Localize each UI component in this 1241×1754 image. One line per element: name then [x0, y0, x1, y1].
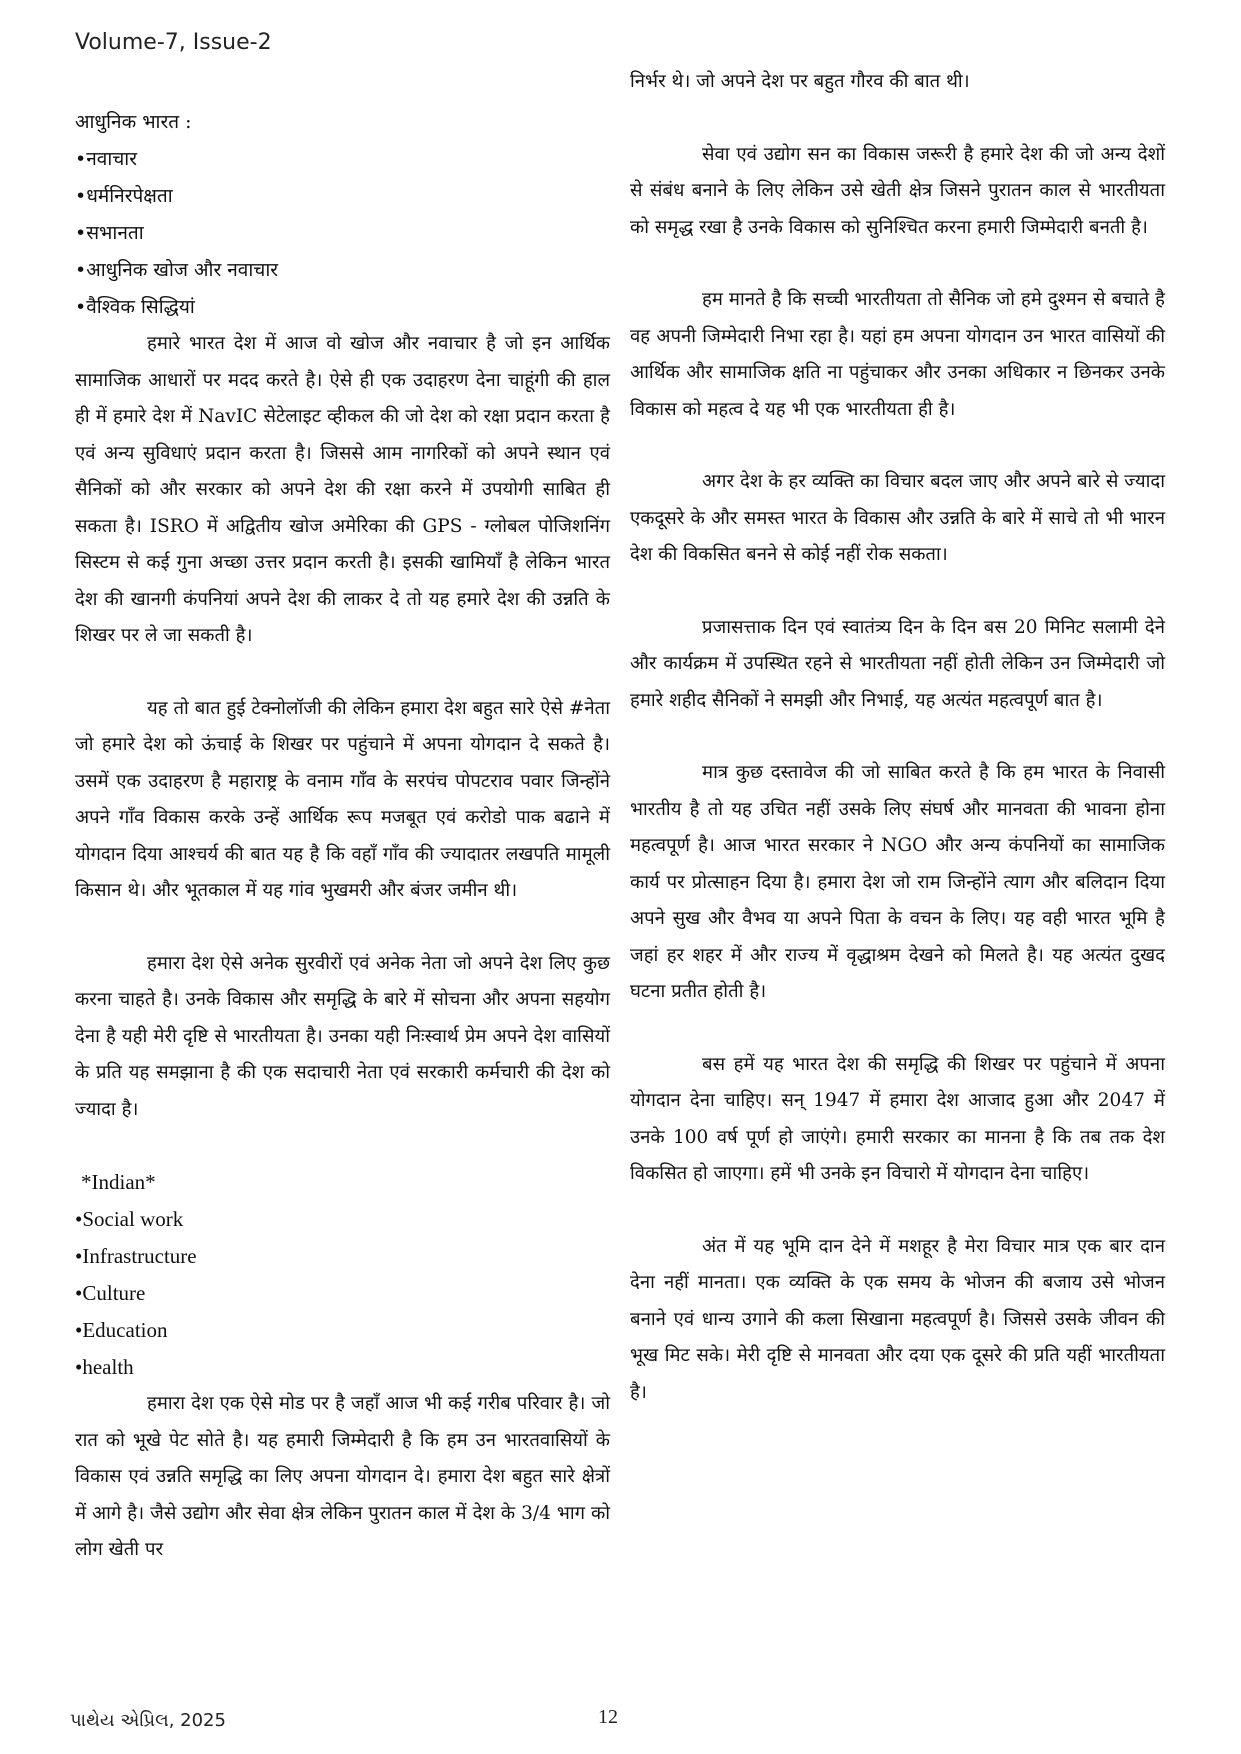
paragraph: हमारा देश ऐसे अनेक सुरवीरों एवं अनेक नेता जो अपने देश लिए कुछ करना चाहते है। उनके विकास और समृद्धि के बारे में सोचना और अपना सहयोग देना है यही मेरी दृष्टि से भारतीयता है। उनका यही निःस्वार्थ प्रेम अपने देश वासियों के प्रति यह समझाना है की एक सदाचारी नेता एवं सरकारी कर्मचारी की देश को ज्यादा है।: [75, 952, 610, 1120]
list-item: •Education: [75, 1318, 168, 1342]
list-item: •वैश्विक सिद्धियां: [75, 296, 195, 318]
paragraph: अगर देश के हर व्यक्ति का विचार बदल जाए और अपने बारे से ज्यादा एकदूसरे के और समस्त भारत के विकास और उन्नति के बारे में साचे तो भी भारन देश की विकसित बनने से कोई नहीं रोक सकता।: [630, 471, 1165, 565]
right-column: [630, 64, 1165, 1411]
list-item: •नवाचार: [75, 148, 137, 170]
list-item: •Culture: [75, 1281, 146, 1305]
list-item: •Infrastructure: [75, 1244, 197, 1268]
volume-issue-header: Volume-7, Issue-2: [75, 30, 272, 55]
list-item: •धर्मनिरपेक्षता: [75, 185, 173, 207]
paragraph: सेवा एवं उद्योग सन का विकास जरूरी है हमारे देश की जो अन्य देशों से संबंध बनाने के लिए लेकिन उसे खेती क्षेत्र जिसने पुरातन काल से भारतीयता को समृद्ध रखा है उनके विकास को सुनिश्चित करना हमारी जिम्मेदारी बनती है।: [630, 143, 1165, 238]
indian-list: [75, 1201, 610, 1386]
paragraph: हम मानते है कि सच्ची भारतीयता तो सैनिक जो हमे दुश्मन से बचाते है वह अपनी जिम्मेदारी निभा रहा है। यहां हम अपना योगदान उन भारत वासियों की आर्थिक और सामाजिक क्षति ना पहुंचाकर और उनका अधिकार न छिनकर उनके विकास को महत्व दे यह भी एक भारतीयता ही है।: [630, 289, 1165, 420]
list-item: •health: [75, 1355, 134, 1379]
list-title-modern-india: आधुनिक भारत :: [75, 111, 192, 133]
paragraph: अंत में यह भूमि दान देने में मशहूर है मेरा विचार मात्र एक बार दान देना नहीं मानता। एक व्यक्ति के एक समय के भोजन की बजाय उसे भोजन बनाने एवं धान्य उगाने की कला सिखाना महत्वपूर्ण है। जिससे उसके जीवन की भूख मिट सके। मेरी दृष्टि से मानवता और दया एक दूसरे की प्रति यहीं भारतीयता है।: [630, 1235, 1165, 1403]
list-title-indian: *Indian*: [81, 1170, 156, 1194]
paragraph: मात्र कुछ दस्तावेज की जो साबित करते है कि हम भारत के निवासी भारतीय है तो यह उचित नहीं उसके लिए संघर्ष और मानवता की भावना होना महत्वपूर्ण है। आज भारत सरकार ने NGO और अन्य कंपनियों का सामाजिक कार्य पर प्रोत्साहन दिया है। हमारा देश जो राम जिन्होंने त्याग और बलिदान दिया अपने सुख और वैभव या अपने पिता के वचन के लिए। यह वही भारत भूमि है जहां हर शहर में और राज्य में वृद्धाश्रम देखने को मिलते है। यह अत्यंत दुखद घटना प्रतीत होती है।: [630, 762, 1165, 1002]
page-number: 12: [598, 1706, 618, 1728]
paragraph: प्रजासत्ताक दिन एवं स्वातंत्र्य दिन के दिन बस 20 मिनिट सलामी देने और कार्यक्रम में उपस्थित रहने से भारतीयता नहीं होती लेकिन उन जिम्मेदारी जो हमारे शहीद सैनिकों ने समझी और निभाई, यह अत्यंत महत्वपूर्ण बात है।: [630, 616, 1165, 711]
list-item: •आधुनिक खोज और नवाचार: [75, 259, 279, 281]
list-item: •Social work: [75, 1207, 184, 1231]
paragraph: हमारे भारत देश में आज वो खोज और नवाचार है जो इन आर्थिक सामाजिक आधारों पर मदद करते है। ऐसे ही एक उदाहरण देना चाहूंगी की हाल ही में हमारे देश में NavIC सेटेलाइट व्हीकल की जो देश को रक्षा प्रदान करता है एवं अन्य सुविधाएं प्रदान करता है। जिससे आम नागरिकों को अपने स्थान एवं सैनिकों को और सरकार को अपने देश की रक्षा करने में उपयोगी साबित ही सकता है। ISRO में अद्वितीय खोज अमेरिका की GPS - ग्लोबल पोजिशनिंग सिस्टम से कई गुना अच्छा उत्तर प्रदान करती है। इसकी खामियाँ है लेकिन भारत देश की खानगी कंपनियां अपने देश की लाकर दे तो यह हमारे देश की उन्नति के शिखर पर ले जा सकती है।: [75, 333, 610, 646]
modern-india-list: [75, 141, 610, 326]
paragraph: निर्भर थे। जो अपने देश पर बहुत गौरव की बात थी।: [630, 71, 970, 92]
footer-magazine-title: પાથેય એપ્રિલ, 2025: [70, 1710, 226, 1731]
paragraph: बस हमें यह भारत देश की समृद्धि की शिखर पर पहुंचाने में अपना योगदान देना चाहिए। सन् 1947 में हमारा देश आजाद हुआ और 2047 में उनके 100 वर्ष पूर्ण हो जाएंगे। हमारी सरकार का मानना है कि तब तक देश विकसित हो जाएगा। हमें भी उनके इन विचारो में योगदान देना चाहिए।: [630, 1053, 1165, 1184]
left-column: [75, 104, 610, 1569]
list-item: •सभानता: [75, 222, 144, 244]
paragraph: हमारा देश एक ऐसे मोड पर है जहाँ आज भी कई गरीब परिवार है। जो रात को भूखे पेट सोते है। यह हमारी जिम्मेदारी है कि हम उन भारतवासियों के विकास एवं उन्नति समृद्धि का लिए अपना योगदान दे। हमारा देश बहुत सारे क्षेत्रों में आगे है। जैसे उद्योग और सेवा क्षेत्र लेकिन पुरातन काल में देश के 3/4 भाग को लोग खेती पर: [75, 1393, 610, 1560]
paragraph: यह तो बात हुई टेक्नोलॉजी की लेकिन हमारा देश बहुत सारे ऐसे #नेता जो हमारे देश को ऊंचाई के शिखर पर पहुंचाने में अपना योगदान दे सकते है। उसमें एक उदाहरण है महाराष्ट्र के वनाम गाँव के सरपंच पोपटराव पवार जिन्होंने अपने गाँव विकास करके उन्हें आर्थिक रूप मजबूत एवं करोडो पाक बढाने में योगदान दिया आश्चर्य की बात यह है कि वहाँ गाँव की ज्यादातर लखपति मामूली किसान थे। और भूतकाल में यह गांव भुखमरी और बंजर जमीन थी।: [75, 697, 610, 901]
